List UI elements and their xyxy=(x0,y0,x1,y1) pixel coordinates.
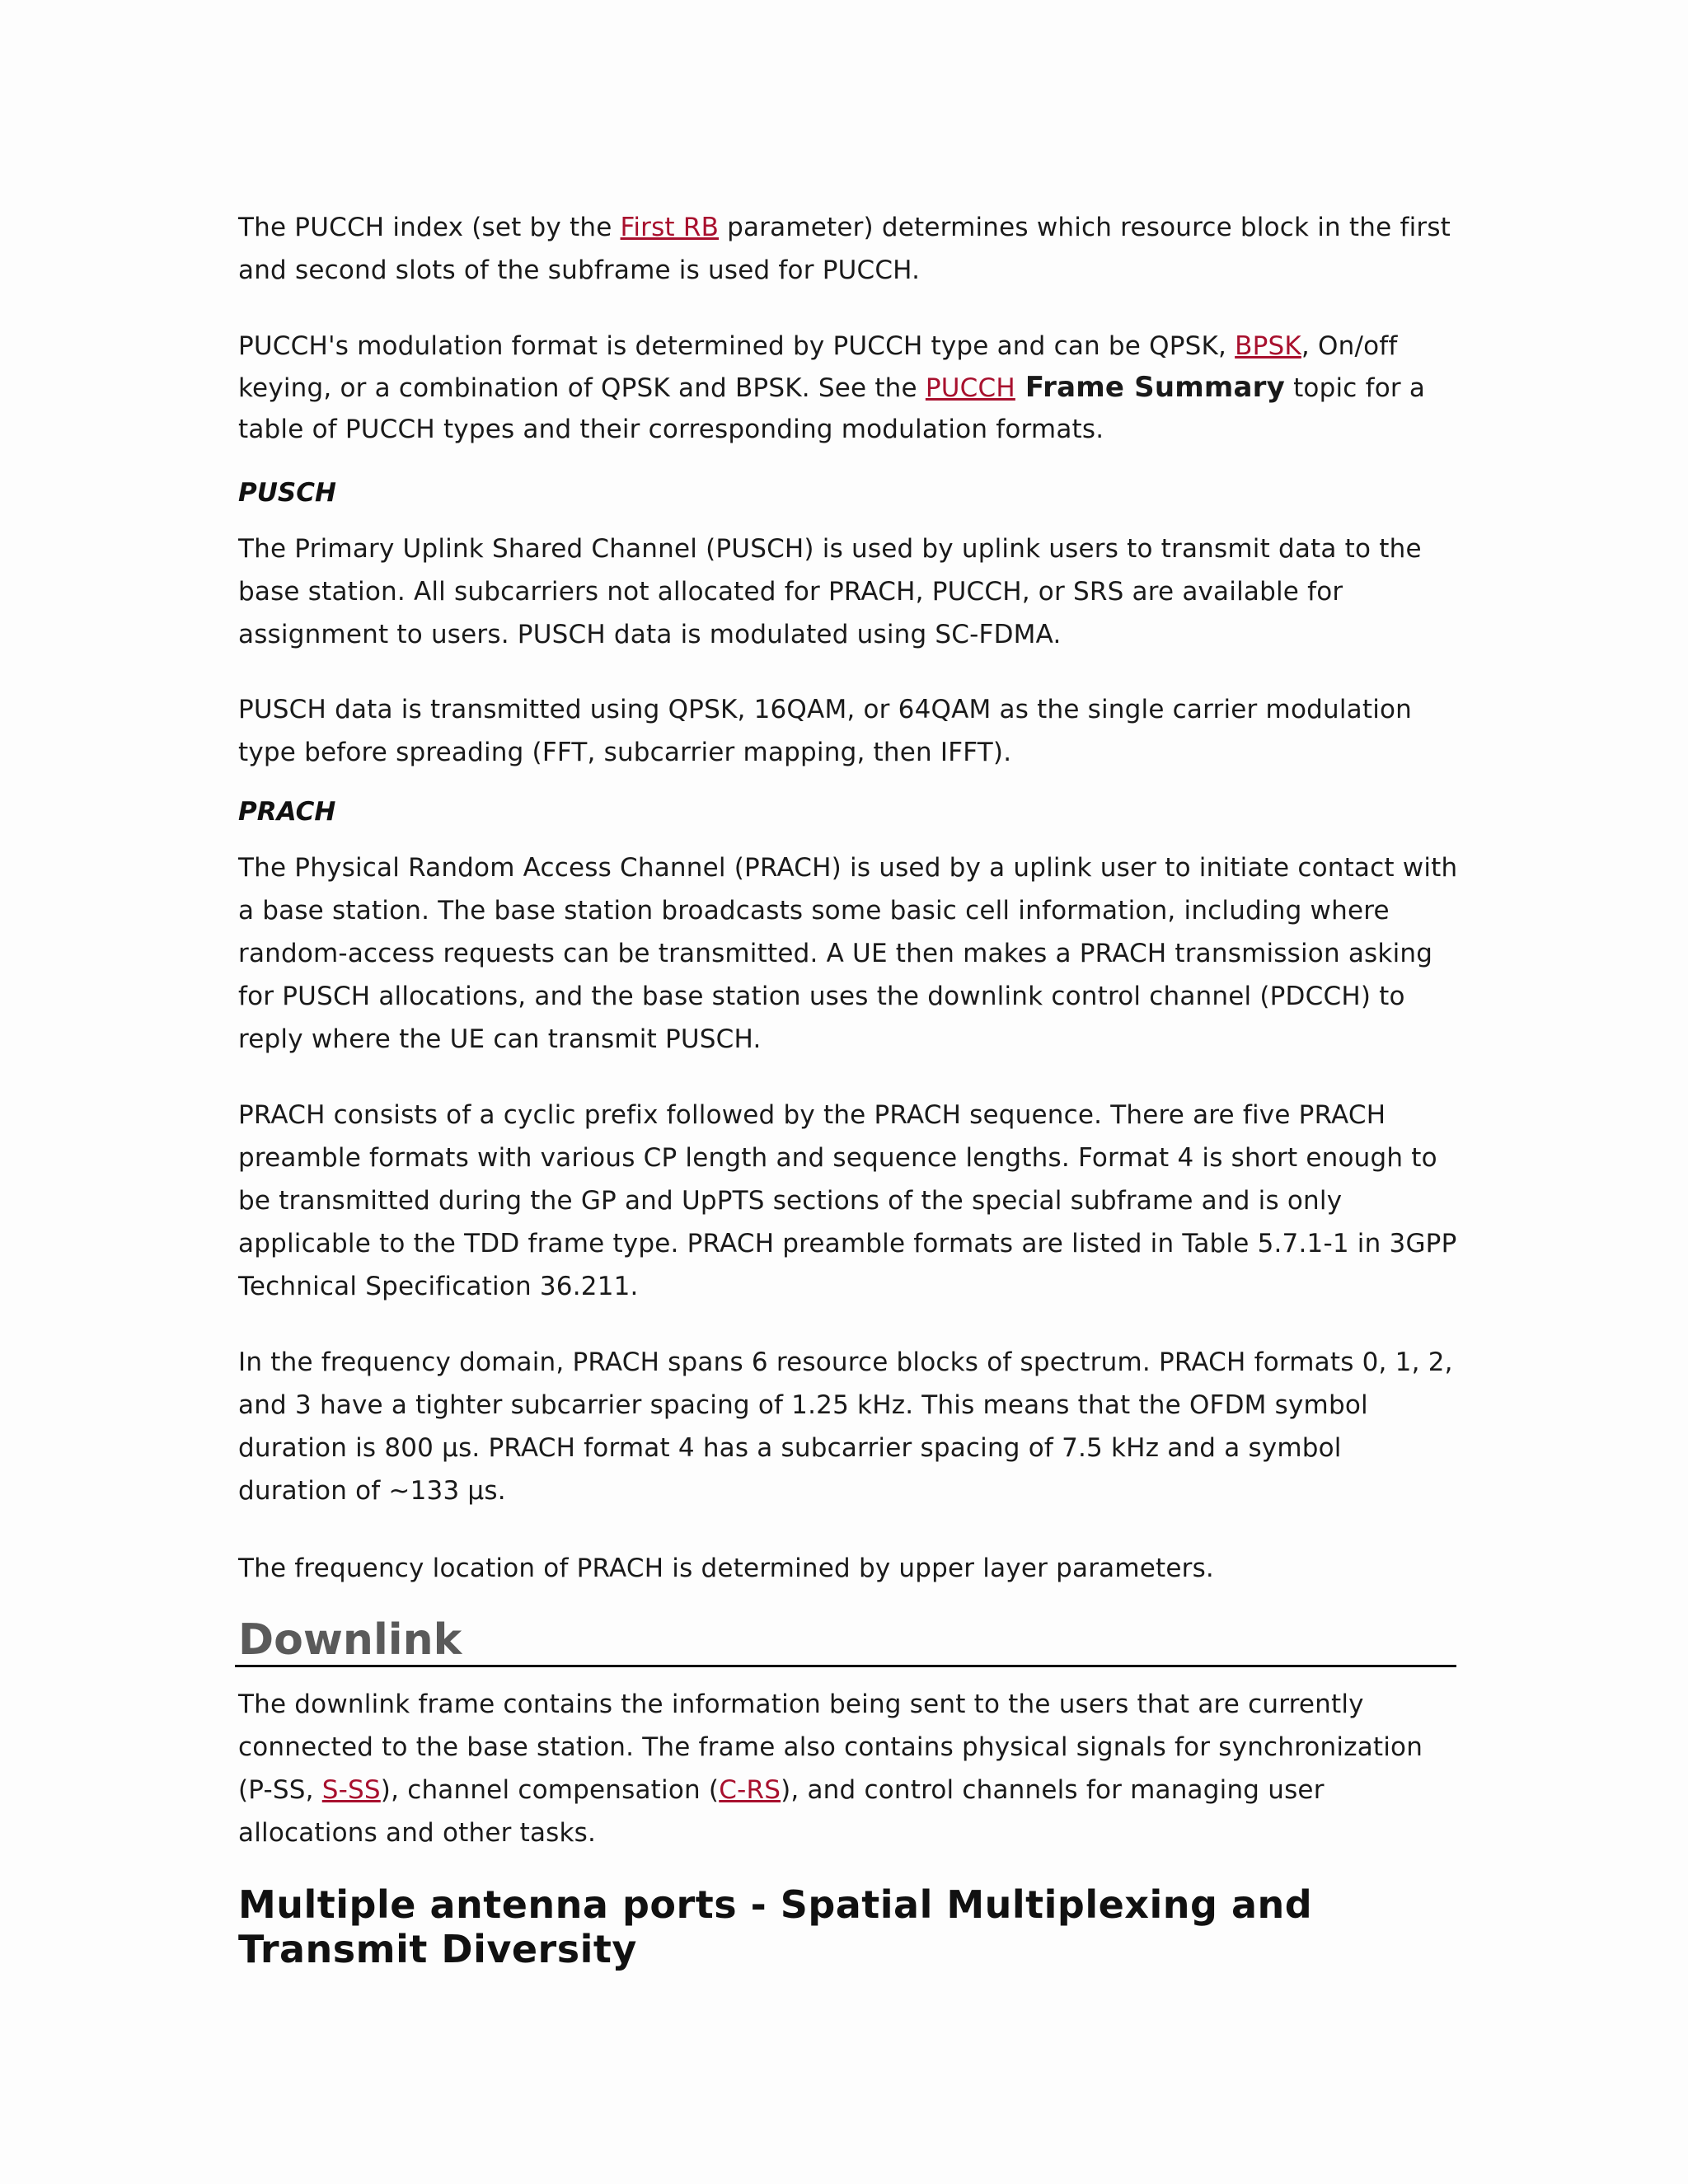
c-rs-link[interactable]: C-RS xyxy=(719,1775,781,1805)
section-heading-multiple-antenna: Multiple antenna ports - Spatial Multiplexing and Transmit Diversity xyxy=(238,1882,1313,1971)
prach-heading: PRACH xyxy=(238,797,336,827)
text-run: The PUCCH index (set by the xyxy=(238,213,621,242)
text-run: ), channel compensation ( xyxy=(380,1775,720,1805)
paragraph-pucch-modulation xyxy=(238,326,1458,450)
text-run: PUCCH's modulation format is determined by PUCCH type and can be QPSK, xyxy=(238,331,1236,361)
s-ss-link[interactable]: S-SS xyxy=(321,1775,381,1805)
first-rb-link[interactable]: First RB xyxy=(620,213,720,242)
text-run: The downlink frame contains the information being sent to the users that are currently connected to the base station. The frame also contains physical signals for synchronization (P-SS, xyxy=(238,1690,1423,1805)
text-run: topic for a table of PUCCH types and their corresponding modulation formats. xyxy=(238,373,1426,444)
paragraph-prach-description: The Physical Random Access Channel (PRACH) is used by a uplink user to initiate contact with a base station. The base station broadcasts some basic cell information, including where random-access requests can be transmitted. A UE then makes a PRACH transmission asking for PUSCH allocations, and the base station uses the downlink control channel (PDCCH) to reply where the UE can transmit PUSCH. xyxy=(238,853,1458,1054)
paragraph-prach-formats: PRACH consists of a cyclic prefix followed by the PRACH sequence. There are five PRACH preamble formats with various CP length and sequence lengths. Format 4 is short enough to be transmitted during the GP and UpPTS sections of the special subframe and is only applicable to the TDD frame type. PRACH preamble formats are listed in Table 5.7.1-1 in 3GPP Technical Specification 36.211. xyxy=(238,1100,1457,1301)
paragraph-downlink-description xyxy=(238,1683,1458,1854)
text-run: , On/off keying, or a combination of QPSK and BPSK. See the xyxy=(238,331,1398,403)
paragraph-pucch-index xyxy=(238,206,1458,292)
frame-summary-bold: Frame Summary xyxy=(1015,371,1286,404)
pusch-heading: PUSCH xyxy=(238,478,336,508)
text-run: ), and control channels for managing user allocations and other tasks. xyxy=(238,1775,1325,1848)
paragraph-prach-frequency: In the frequency domain, PRACH spans 6 resource blocks of spectrum. PRACH formats 0, 1, 2, and 3 have a tighter subcarrier spacing of 1.25 kHz. This means that the OFDM symbol duration is 800 μs. PRACH format 4 has a subcarrier spacing of 7.5 kHz and a symbol duration of ~133 μs. xyxy=(238,1347,1453,1506)
pucch-link[interactable]: PUCCH xyxy=(925,373,1015,403)
heading-underline xyxy=(235,1665,1456,1667)
paragraph-prach-location: The frequency location of PRACH is determined by upper layer parameters. xyxy=(238,1554,1214,1583)
bpsk-link[interactable]: BPSK xyxy=(1235,331,1301,361)
paragraph-pusch-description: The Primary Uplink Shared Channel (PUSCH) is used by uplink users to transmit data to the base station. All subcarriers not allocated for PRACH, PUCCH, or SRS are available for assignment to users. PUSCH data is modulated using SC-FDMA. xyxy=(238,534,1422,649)
downlink-heading: Downlink xyxy=(238,1615,462,1665)
text-run: parameter) determines which resource block in the first and second slots of the subframe is used for PUCCH. xyxy=(238,213,1451,285)
paragraph-pusch-modulation: PUSCH data is transmitted using QPSK, 16QAM, or 64QAM as the single carrier modulation type before spreading (FFT, subcarrier mapping, then IFFT). xyxy=(238,695,1413,767)
